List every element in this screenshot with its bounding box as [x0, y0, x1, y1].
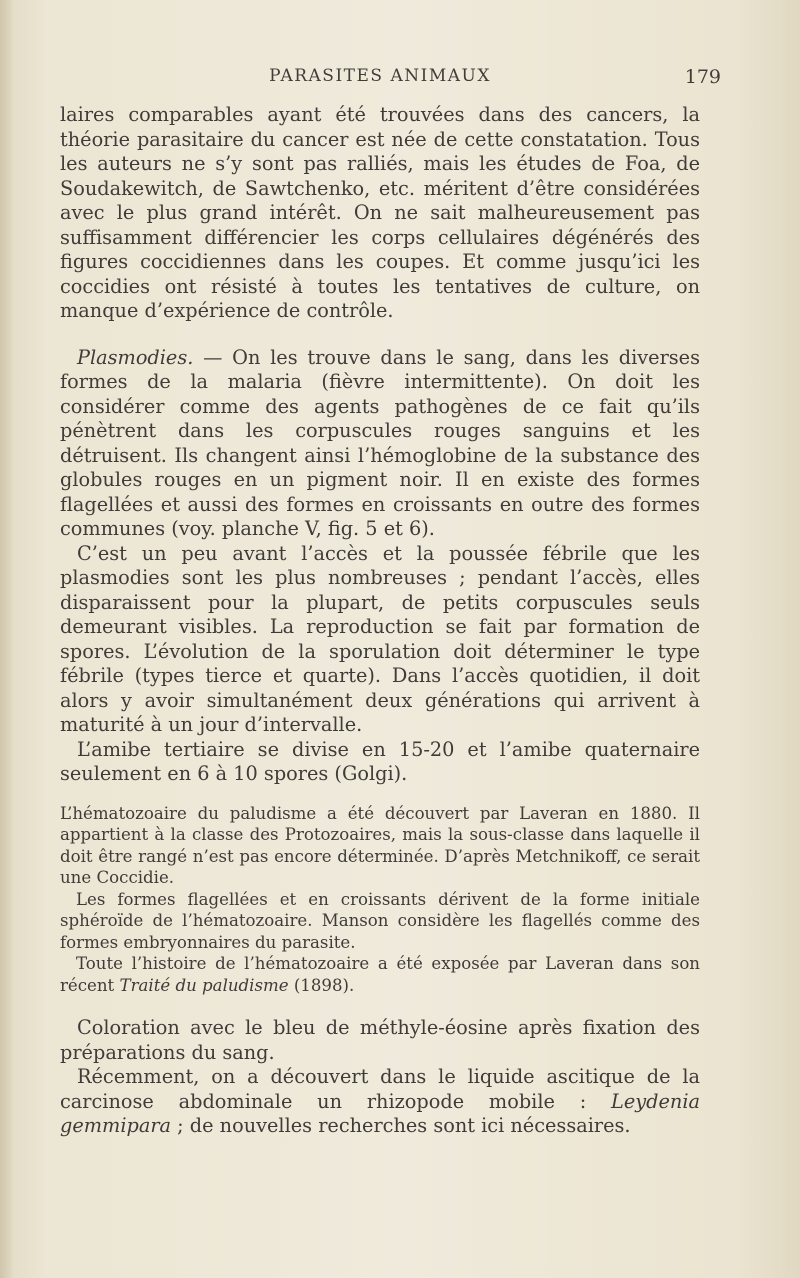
paragraph-continuation: laires comparables ayant été trouvées dans des cancers, la théorie parasitaire du cancer est née de cette constatation. Tous les auteurs ne s’y sont pas ralliés, mais les études de Foa, de Soudakewitch, de Sawtchenko, etc. méritent d’être considérées avec le plus grand intérêt. On ne sait malheureusement pas suffisamment différencier les corps cellulaires dégénérés des figures coccidiennes dans les coupes. Et comme jusqu’ici les coccidies ont résisté à toutes les tentatives de culture, on manque d’expérience de contrôle.: [60, 103, 700, 322]
page-number: 179: [684, 66, 721, 88]
coloration-paragraph: Coloration avec le bleu de méthyle-éosine après fixation des préparations du sang.: [60, 1016, 700, 1064]
plasmodies-paragraph-2: C’est un peu avant l’accès et la poussée fébrile que les plasmodies sont les plus nombreuses ; pendant l’accès, elles disparaissent pour la plupart, de petits corpuscules seuls demeurant visibles. La reproduction se fait par formation de spores. L’évolution de la sporulation doit déterminer le type fébrile (types tierce et quarte). Dans l’accès quotidien, il doit alors y avoir simultanément deux générations qui arrivent à maturité à un jour d’intervalle.: [60, 541, 700, 736]
note-paragraph-3-end: (1898).: [288, 975, 355, 995]
section-heading-plasmodies: Plasmodies.: [77, 345, 194, 369]
rhizopode-paragraph: [60, 1065, 700, 1139]
note-paragraph-2: Les formes flagellées et en croissants dérivent de la forme initiale sphéroïde de l’hématozoaire. Manson considère les flagellés comme des formes embryonnaires du parasite.: [60, 889, 700, 952]
section-coloration: [60, 1016, 700, 1139]
species-name: Leydenia gemmipara: [60, 1089, 700, 1137]
running-head: [60, 66, 721, 92]
book-title: Traité du paludisme: [119, 975, 289, 995]
rhizopode-text: Récemment, on a découvert dans le liquide ascitique de la carcinose abdominale un rhizopode mobile :: [60, 1065, 700, 1113]
section-plasmodies: [60, 346, 700, 787]
plasmodies-paragraph: [60, 346, 700, 542]
page-spine-shadow: [0, 0, 14, 1278]
note-paragraph-3: [60, 953, 700, 996]
running-title: PARASITES ANIMAUX: [269, 66, 491, 86]
plasmodies-paragraph-3: L’amibe tertiaire se divise en 15-20 et l’amibe quaternaire seulement en 6 à 10 spores (Golgi).: [60, 737, 700, 785]
editor-note: [60, 803, 700, 997]
main-text-block: [60, 103, 700, 324]
body-text: [60, 103, 700, 1139]
note-paragraph-1: L’hématozoaire du paludisme a été découvert par Laveran en 1880. Il appartient à la classe des Protozoaires, mais la sous-classe dans laquelle il doit être rangé n’est pas encore déterminée. D’après Metchnikoff, ce serait une Coccidie.: [60, 803, 700, 887]
note-paragraph-3-text: Toute l’histoire de l’hématozoaire a été exposée par Laveran dans son récent: [60, 954, 700, 995]
rhizopode-text-end: ; de nouvelles recherches sont ici nécessaires.: [171, 1114, 631, 1137]
plasmodies-paragraph-text: — On les trouve dans le sang, dans les diverses formes de la malaria (fièvre intermittente). On doit les considérer comme des agents pathogènes de ce fait qu’ils pénètrent dans les corpuscules rouges sanguins et les détruisent. Ils changent ainsi l’hémoglobine de la substance des globules rouges en un pigment noir. Il en existe des formes flagellées et aussi des formes en croissants en outre des formes communes (voy. planche V, fig. 5 et 6).: [60, 345, 700, 540]
